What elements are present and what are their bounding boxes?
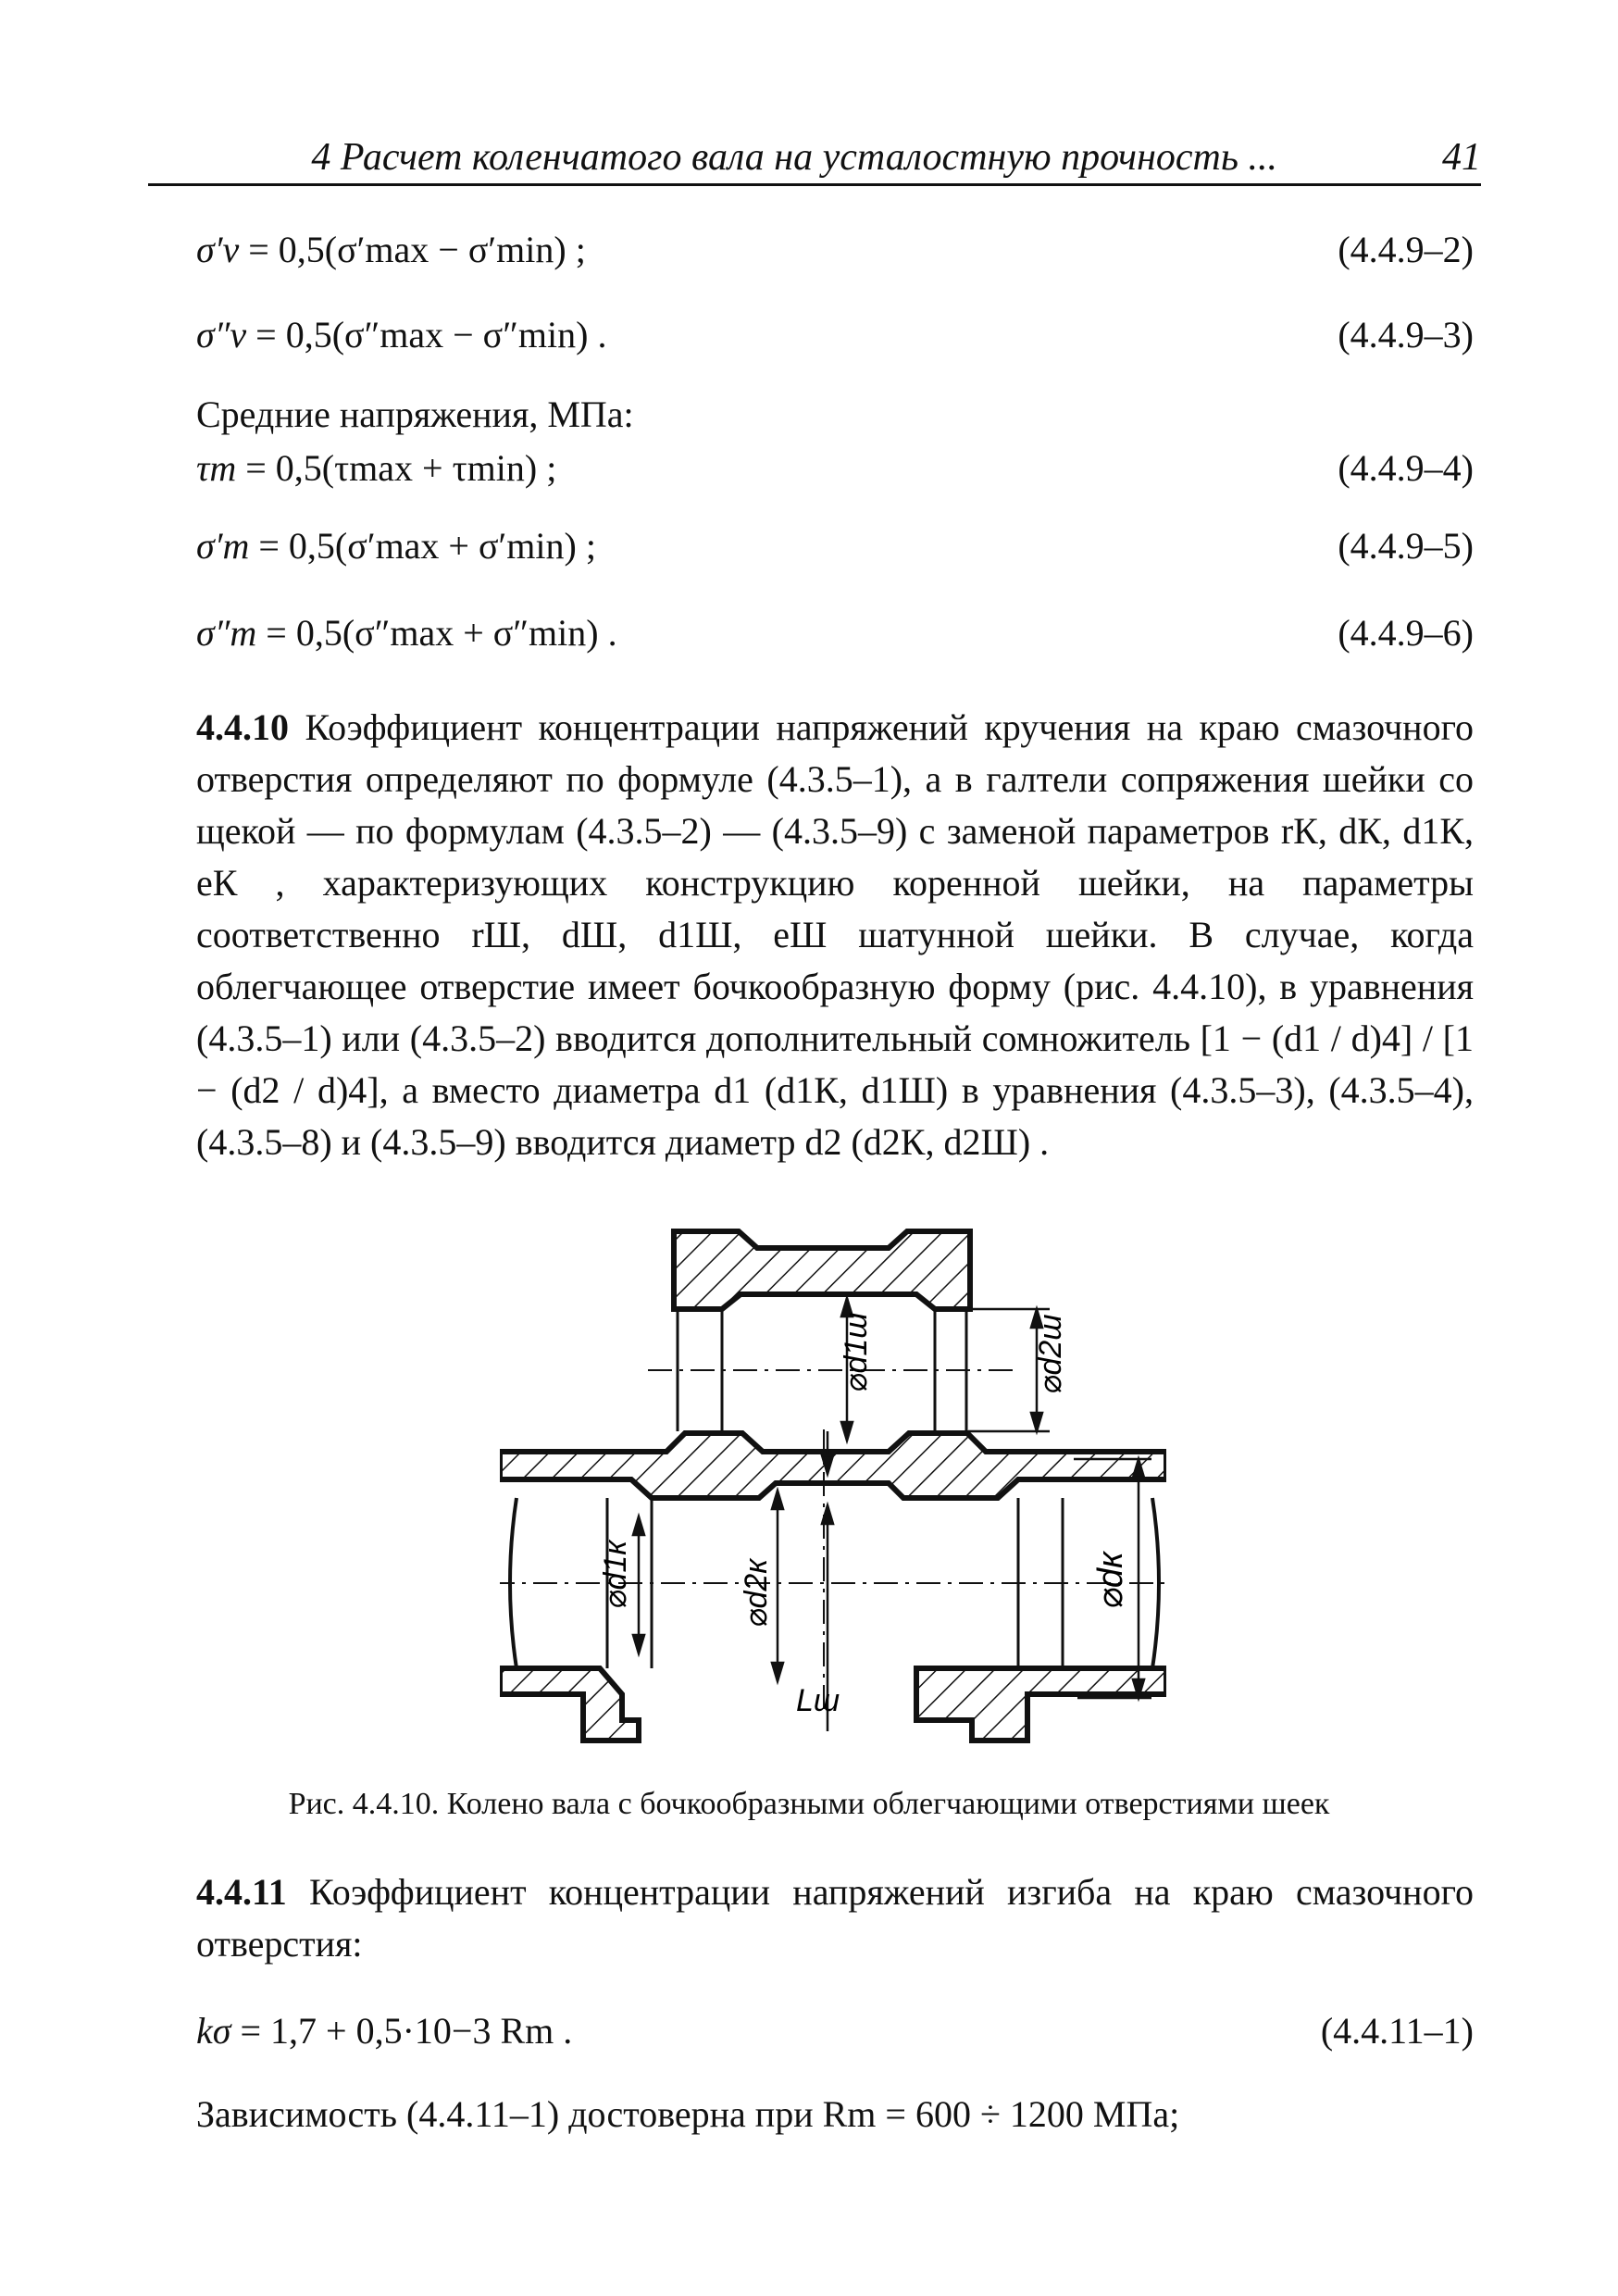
formula-number: (4.4.9–5)	[1338, 525, 1474, 567]
formula-rhs: = 0,5(σ′max + σ′min) ;	[258, 525, 596, 567]
formula-4-4-9-3	[196, 313, 606, 356]
label-lsh: Lш	[796, 1683, 840, 1718]
formula-rhs: = 0,5(τmax + τmin) ;	[245, 447, 557, 489]
crankshaft-section-figure	[500, 1213, 1166, 1768]
label-d2k: ⌀d2к	[739, 1558, 774, 1628]
paragraph-4-4-11	[196, 1866, 1474, 1970]
label-dk: ⌀dк	[1091, 1552, 1130, 1609]
formula-4-4-9-4	[196, 446, 556, 490]
section-text: Коэффициент концентрации напряжений кручения на краю смазочного отверстия определяют по формуле (4.3.5–1), а в галтели сопряжения шейки со щекой — по формулам (4.3.5–2) — (4.3.5–9) с заменой параметров rК, dК, d1К, eК , характеризующих конструкцию коренной шейки, на параметры соответственно rШ, dШ, d1Ш, eШ шатунной шейки. В случае, когда облегчающее отверстие имеет бочкообразную форму (рис. 4.4.10), в уравнения (4.3.5–1) или (4.3.5–2) вводится дополнительный сомножитель [1 − (d1 / d)4] / [1 − (d2 / d)4], а вместо диаметра d1 (d1К, d1Ш) в уравнения (4.3.5–3), (4.3.5–4), (4.3.5–8) и (4.3.5–9) вводится диаметр d2 (d2К, d2Ш) .	[196, 706, 1475, 1163]
formula-lhs: σ′m	[196, 525, 250, 567]
mean-stress-heading: Средние напряжения, МПа:	[196, 393, 634, 435]
label-d1sh: ⌀d1ш	[839, 1312, 874, 1392]
formula-rhs: = 0,5(σ″max + σ″min) .	[266, 612, 617, 654]
running-header	[148, 130, 1481, 185]
closing-text: Зависимость (4.4.11–1) достоверна при Rm = 600 ÷ 1200 МПа;	[196, 2093, 1180, 2135]
page-number: 41	[1442, 136, 1481, 179]
label-d2sh: ⌀d2ш	[1033, 1314, 1068, 1394]
formula-lhs: σ″m	[196, 612, 257, 654]
crank-web	[500, 1433, 1166, 1498]
section-number: 4.4.10	[196, 706, 289, 748]
header-rule	[148, 183, 1481, 186]
formula-rhs: = 1,7 + 0,5·10−3 Rm .	[240, 2010, 573, 2052]
formula-lhs: σ′v	[196, 229, 240, 270]
formula-4-4-11-1	[196, 2009, 572, 2053]
section-number: 4.4.11	[196, 1871, 287, 1913]
formula-rhs: = 0,5(σ″max − σ″min) .	[255, 314, 607, 356]
formula-4-4-9-6	[196, 611, 617, 655]
formula-4-4-9-2	[196, 228, 586, 271]
header-title: 4 Расчет коленчатого вала на усталостную прочность ...	[311, 136, 1277, 179]
paragraph-4-4-10	[196, 702, 1474, 1168]
formula-4-4-9-5	[196, 524, 596, 568]
formula-number: (4.4.9–2)	[1338, 229, 1474, 270]
formula-lhs: kσ	[196, 2010, 231, 2052]
formula-lhs: τm	[196, 447, 237, 489]
main-journal-lower-right	[916, 1668, 1166, 1741]
section-text: Коэффициент концентрации напряжений изгиба на краю смазочного отверстия:	[196, 1871, 1474, 1965]
crankpin-upper-wall	[674, 1231, 970, 1309]
figure-caption: Рис. 4.4.10. Колено вала с бочкообразными облегчающими отверстиями шеек	[288, 1787, 1330, 1821]
label-d1k: ⌀d1к	[598, 1540, 633, 1609]
main-journal-lower-left	[500, 1668, 639, 1741]
formula-number: (4.4.9–3)	[1338, 314, 1474, 356]
formula-number: (4.4.11–1)	[1320, 2010, 1474, 2052]
formula-rhs: = 0,5(σ′max − σ′min) ;	[248, 229, 586, 270]
formula-number: (4.4.9–6)	[1338, 612, 1474, 654]
formula-number: (4.4.9–4)	[1338, 447, 1474, 489]
formula-lhs: σ″v	[196, 314, 247, 356]
